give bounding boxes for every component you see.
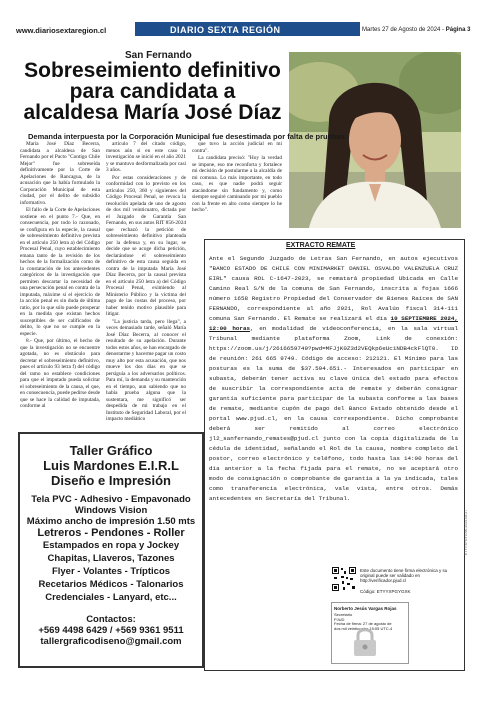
- ad-service: Tela PVC - Adhesivo - Empavonado: [31, 494, 191, 505]
- ad-service: Letreros - Pendones - Roller: [37, 527, 185, 539]
- remate-text: [209, 254, 458, 504]
- ad-service: Credenciales - Lanyard, etc...: [45, 592, 177, 603]
- validation-code: Código: ETYYXPGYGXK: [360, 589, 411, 594]
- validation-note: Este documento tiene firma electrónica y su original puede ser validado en http://verificador.pjud.cl: [360, 568, 448, 583]
- article-paragraph: "La justicia tarda, pero llega", a veces demasiado tarde, señaló María José Díaz Becerra, al conocer el resultado de su apelación. Durante todos estos años, se han encargado de denostarme y hacerme pagar un costo muy alto por esta acusación, que nos mueve los dos días en que se persiguía a los adversarios políticos. Para mí, la demanda y su mantención en el tiempo, aun sabiendo que no había prueba alguna que la sustentara, me significó ser despedida de mi trabajo en el Instituto de Seguridad Laboral, por el impacto mediático: [106, 318, 186, 422]
- article-paragraph: artículo 7 del citado código, menos aún si en este caso la investigación se inició en el año 2021 y se mantuvo desformalizada por casi 3 años.: [106, 141, 186, 173]
- article-kicker: San Fernando: [125, 50, 192, 61]
- document-side-code: ETYYXPGYGXK-2024-08-27: [464, 509, 468, 555]
- article-paragraph: Por estas consideraciones y de conformidad con lo previsto en los artículos 250, 360 y siguientes del Código Procesal Penal, se revoca la resolución apelada de uno de agosto de dos mil veinticuatro, dictada por el Juzgado de Garantía San Fernando, en sus autos RIT 856-2024 que rechazó la petición de sobreseimiento definitivo planteada por la defensa y, en su lugar, se decide que se acoge dicha petición, declarándose el sobreseimiento definitivo de esta causa seguida en contra de la imputada María José Díaz Becerra, por la causal prevista en el artículo 250 letra a) del Código Procesal Penal, eximiendo al Ministerio Público y la víctima del pago de las costas del proceso, por haber tenido motivo plausible para litigar.: [106, 174, 186, 317]
- page-number: Página 3: [445, 27, 471, 33]
- lock-icon-graphic: [350, 626, 380, 658]
- signature-date: Fecha de firma: 27 de agosto de dos mil veinticuatro 15:05 UTC-4: [334, 621, 393, 631]
- remate-body: [209, 254, 458, 504]
- ad-service: Recetarios Médicos - Talonarios: [38, 579, 184, 590]
- ad-tagline: Diseño e Impresión: [51, 473, 171, 488]
- remate-title: EXTRACTO REMATE: [286, 242, 356, 249]
- remate-date: 10 SEPTIEMBRE 2024, 12:00 horas: [209, 315, 458, 332]
- signer-role: Secretario: [334, 612, 353, 617]
- print-shop-ad: [18, 432, 204, 668]
- signer-court: PJUD: [334, 617, 345, 622]
- remate-text-end: , en modalidad de videoconferencia, en la sala virtual Tribunal mediante plataforma Zoom, Link de conexión: https://zoom.us/j/2616659749?pwd=MFJjK0Z3d2VEQkp6eUc1NDB4ckFlQT0. ID de reunión: 261 665 9749. Código de acceso: 212121. El Mínimo para las posturas es la suma de $37.594.651.- Interesados en participar en subasta, deberán tener activa su clave única del estado para efectos de suscribir la correspondiente acta de remate y deberán consignar garantía suficiente para participar de la subasta conforme a las bases de remate, mediante cupón de pago del Banco Estado obtenido desde el portal www.pjud.cl, en la causa correspondiente. Dicho comprobante deberá ser remitido al correo electrónico jl2_sanfernando_remates@pjud.cl junto con la copia digitalizada de la cédula de identidad, señalando el Rol de la causa, nombre completo del postor, correo electrónico y teléfono, todo hasta las 14:00 horas del día anterior a la fecha fijada para el remate, no se aceptará otro modo de consignación o comprobante de garantía a la ya indicada, tales como transferencia electrónica, vale vista, entre otros. Demás antecedentes en Secretaría del Tribunal.: [209, 325, 459, 502]
- issue-date-text: Martes 27 de Agosto de 2024 -: [362, 27, 446, 33]
- qr-code-graphic: [331, 566, 357, 592]
- ad-email[interactable]: tallergraficodiseno@gmail.com: [40, 636, 182, 647]
- article-paragraph: que tuvo la acción judicial en mi contra".: [192, 141, 282, 154]
- lock-icon: [350, 626, 380, 658]
- remate-text-start: Ante el Segundo Juzgado de Letras San Fernando, en autos ejecutivos "BANCO ESTADO DE CHILE CON MINIMARKET DANIEL OSVALDO VALENZUELA CRUZ EIRL" causa ROL C-1647-2023, se rematará propiedad Ubicada en Calle Camino Real S/N de la comuna de San Fernando, inscrita a fojas 1666 número 1658 Registro Propiedad del Conservador de Bienes Raíces de SAN FERNANDO, correspondiente al año 2021, Rol Avalúo fiscal 314-111 comuna San Fernando. El Remate se realizará el día: [209, 255, 458, 322]
- ad-company: Luis Mardones E.I.R.L: [43, 458, 179, 473]
- article-headline: Sobreseimiento definitivo para candidata a alcaldesa María José Díaz: [23, 59, 282, 124]
- ad-title: Taller Gráfico: [69, 443, 153, 458]
- article-paragraph: 8.- Que, por último, el hecho de que la investigación no se encuentre agotada, no es obstáculo para decretar el sobreseimiento definitivo, pues el artículo 93 letra f) del código del ramo no establece condiciones para que el imputado pueda solicitar el sobreseimiento de la causa, el que, en consecuencia, puede pedirse desde que se hace la calidad de imputada, conforme al: [20, 338, 100, 409]
- ad-service: Flyer - Volantes - Trípticos: [51, 566, 171, 577]
- ad-service: Windows Vision: [74, 505, 148, 516]
- issue-date: [362, 27, 470, 33]
- ad-phones: +569 4498 6429 / +569 9361 9511: [38, 625, 184, 636]
- article-paragraph: El fallo de la Corte de Apelaciones sostiene en el punto 7.- Que, en consecuencia, por todo lo razonado, se configura en la especie, la causal de sobreseimiento definitivo prevista en el artículo 250 letra a) del Código Procesal Penal, cuyo establecimiento emana tanto de la revisión de los hechos de la formalización como de la constatación de los antecedentes categóricos de la investigación que permiten descartar la necesidad de una persecución penal en contra de la imputada, máxime si el ejercicio de la acción penal es sin duda de última ratio, por lo que sólo puede prosperar en la medida que existan hechos susceptibles de ser calificados de delito, lo que no se cumple en la especie.: [20, 207, 100, 337]
- signer-name: Norberto Jesús Vargas Rojas: [334, 606, 397, 611]
- article-column-3: [192, 141, 282, 215]
- ad-contact-label: Contactos:: [86, 614, 136, 625]
- article-paragraph: María José Díaz Becerra, candidata a alcaldesa de San Fernando por el Pacto "Contigo Chile Mejor" fue sobreseída definitivamente por la Corte de Apelaciones de Rancagua, de la acusación que la había formulado la Corporación Municipal de esta ciudad, por el delito de subsidio informativo.: [20, 141, 100, 206]
- article-column-2: [106, 141, 186, 424]
- ad-service: Máximo ancho de impresión 1.50 mts: [26, 516, 196, 527]
- article-paragraph: La candidata precisó: "Hoy la verdad se impone, eso me reconforta y fortalece mi decisión de postularme a la alcaldía de mi comuna. Lo más importante, en todo caso, es que nadie podrá seguir atacándome sin fundamento y, como siempre seguiré caminando por mi pueblo con la frente en alto como siempre lo he hecho".: [192, 155, 282, 213]
- ad-service: Chapitas, Llaveros, Tazones: [47, 553, 175, 564]
- newspaper-name: DIARIO SEXTA REGIÓN: [170, 25, 281, 35]
- ad-service: Estampados en ropa y Jockey: [42, 540, 180, 551]
- article-subhead: Demanda interpuesta por la Corporación Municipal fue desestimada por falta de pruebas.: [28, 132, 347, 141]
- site-url[interactable]: www.diariosextaregion.cl: [16, 26, 107, 35]
- article-column-1: [20, 141, 100, 411]
- qr-code: [331, 566, 357, 592]
